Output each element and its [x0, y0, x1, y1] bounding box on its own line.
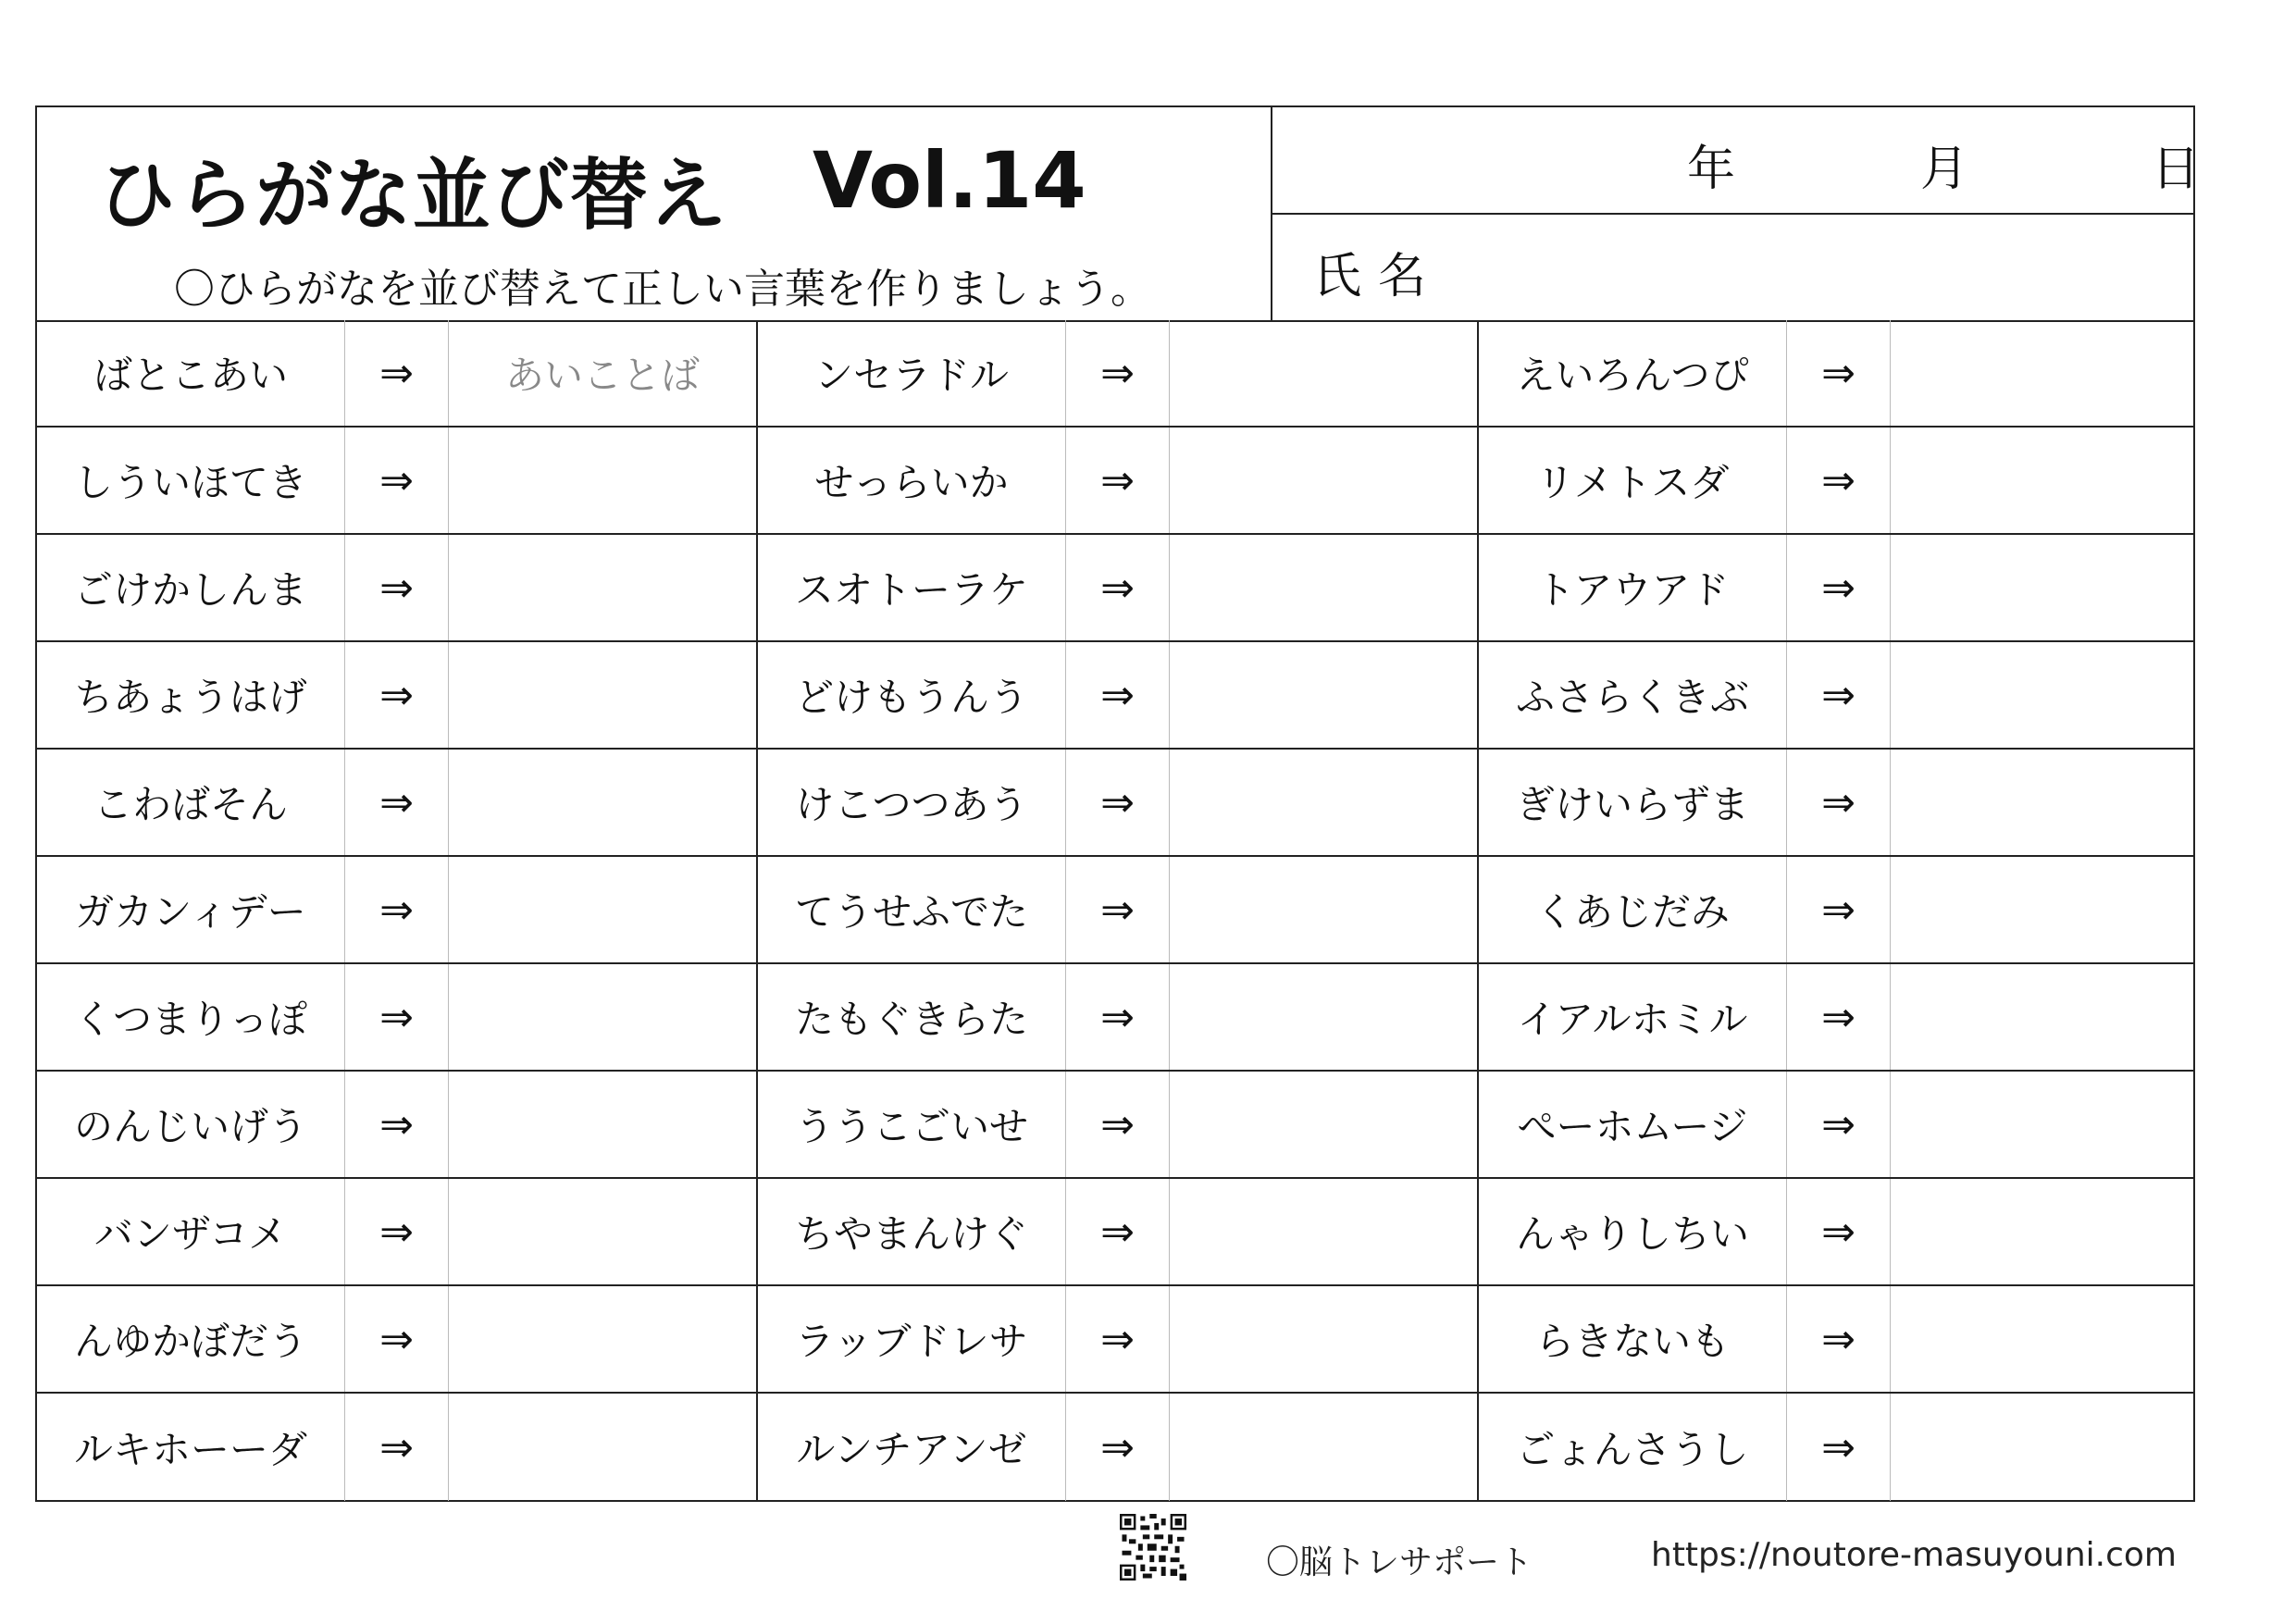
name-label: 氏名 [1313, 249, 1444, 304]
puzzle-row [1479, 964, 2195, 1072]
arrow-icon: ⇒ [1787, 428, 1891, 533]
scrambled-word: くあじだみ [1479, 857, 1787, 962]
scrambled-word: トアウアド [1479, 535, 1787, 640]
arrow-icon: ⇒ [1066, 750, 1170, 855]
puzzle-row [758, 1286, 1477, 1394]
scrambled-word: ふさらくきぶ [1479, 642, 1787, 748]
page-title: ひらがな並び替え [98, 150, 728, 241]
answer-field[interactable] [1170, 1394, 1477, 1501]
answer-field[interactable] [449, 857, 756, 962]
scrambled-word: ぺーホムージ [1479, 1072, 1787, 1177]
puzzle-row [1479, 535, 2195, 642]
arrow-icon: ⇒ [345, 964, 449, 1070]
puzzle-row [758, 857, 1477, 964]
arrow-icon: ⇒ [345, 1072, 449, 1177]
brand-name: 〇脳トレサポート [1266, 1543, 1533, 1581]
arrow-icon: ⇒ [1787, 857, 1891, 962]
arrow-icon: ⇒ [1787, 642, 1891, 748]
puzzle-column-1 [37, 320, 758, 1502]
answer-field[interactable] [1170, 857, 1477, 962]
puzzle-row [758, 642, 1477, 750]
puzzle-column-3 [1479, 320, 2195, 1502]
answer-field[interactable]: あいことば [504, 353, 700, 398]
answer-field[interactable] [449, 642, 756, 748]
arrow-icon: ⇒ [1066, 535, 1170, 640]
answer-field[interactable] [1891, 642, 2195, 748]
answer-field[interactable] [1891, 1179, 2195, 1284]
scrambled-word: んゃりしちい [1479, 1179, 1787, 1284]
instruction-text: 〇ひらがなを並び替えて正しい言葉を作りましょう。 [174, 266, 1151, 313]
scrambled-word: ンセラドル [758, 320, 1066, 426]
puzzle-row [37, 320, 756, 428]
answer-field[interactable] [449, 1286, 756, 1392]
scrambled-word: イアルホミル [1479, 964, 1787, 1070]
answer-field[interactable] [1891, 320, 2195, 426]
scrambled-word: らきないも [1479, 1286, 1787, 1392]
arrow-icon: ⇒ [1787, 750, 1891, 855]
title-area [37, 107, 1272, 320]
arrow-icon: ⇒ [345, 1286, 449, 1392]
puzzle-row [37, 1179, 756, 1286]
puzzle-row [37, 964, 756, 1072]
puzzle-row [1479, 857, 2195, 964]
scrambled-word: たもぐきらた [758, 964, 1066, 1070]
arrow-icon: ⇒ [1787, 964, 1891, 1070]
puzzle-row [37, 1072, 756, 1179]
scrambled-word: ぎけいらずま [1479, 750, 1787, 855]
site-url[interactable]: https://noutore-masuyouni.com [1651, 1536, 2177, 1574]
arrow-icon: ⇒ [1787, 320, 1891, 426]
scrambled-word: ルキホーーダ [37, 1394, 345, 1501]
worksheet [35, 105, 2201, 1502]
scrambled-word: バンザコメ [37, 1179, 345, 1284]
puzzle-row [758, 964, 1477, 1072]
arrow-icon: ⇒ [345, 750, 449, 855]
scrambled-word: ちあょうはげ [37, 642, 345, 748]
puzzle-row [758, 428, 1477, 535]
answer-field[interactable] [1891, 964, 2195, 1070]
scrambled-word: ガカンィデー [37, 857, 345, 962]
puzzle-row [1479, 1072, 2195, 1179]
arrow-icon: ⇒ [345, 1179, 449, 1284]
scrambled-word: こわばそん [37, 750, 345, 855]
arrow-icon: ⇒ [345, 642, 449, 748]
date-row [1272, 107, 2201, 215]
answer-field[interactable] [449, 1394, 756, 1501]
puzzle-row [1479, 1394, 2195, 1501]
arrow-icon: ⇒ [1066, 1394, 1170, 1501]
answer-field[interactable] [1170, 428, 1477, 533]
answer-field[interactable] [1170, 964, 1477, 1070]
puzzle-row [1479, 642, 2195, 750]
puzzle-row [37, 428, 756, 535]
arrow-icon: ⇒ [1066, 857, 1170, 962]
scrambled-word: ラッブドレサ [758, 1286, 1066, 1392]
arrow-icon: ⇒ [1066, 964, 1170, 1070]
scrambled-word: えいろんつぴ [1479, 320, 1787, 426]
month-label: 月 [1920, 142, 1969, 197]
scrambled-word: スオトーラケ [758, 535, 1066, 640]
puzzle-row [758, 1394, 1477, 1501]
qr-code-icon [1120, 1514, 1186, 1581]
arrow-icon: ⇒ [1066, 1179, 1170, 1284]
puzzle-row [37, 1394, 756, 1501]
arrow-icon: ⇒ [345, 320, 449, 426]
arrow-icon: ⇒ [1066, 1072, 1170, 1177]
scrambled-word: んゆかぼだう [37, 1286, 345, 1392]
answer-field[interactable] [1170, 750, 1477, 855]
answer-field[interactable] [1170, 320, 1477, 426]
puzzle-row [1479, 750, 2195, 857]
puzzle-row [1479, 1286, 2195, 1394]
scrambled-word: せっらいか [758, 428, 1066, 533]
puzzle-row [758, 535, 1477, 642]
puzzle-grid [37, 320, 2193, 1502]
arrow-icon: ⇒ [1066, 1286, 1170, 1392]
answer-field[interactable] [1170, 1286, 1477, 1392]
puzzle-row [758, 1072, 1477, 1179]
arrow-icon: ⇒ [1066, 428, 1170, 533]
name-row [1272, 215, 2193, 320]
scrambled-word: けこつつあう [758, 750, 1066, 855]
year-label: 年 [1687, 142, 1736, 197]
volume-label: Vol.14 [813, 135, 1086, 226]
arrow-icon: ⇒ [1787, 1179, 1891, 1284]
arrow-icon: ⇒ [1066, 642, 1170, 748]
scrambled-word: どけもうんう [758, 642, 1066, 748]
arrow-icon: ⇒ [1787, 1286, 1891, 1392]
puzzle-row [1479, 1179, 2195, 1286]
answer-field[interactable] [1170, 642, 1477, 748]
answer-field[interactable] [1891, 1072, 2195, 1177]
scrambled-word: ごょんさうし [1479, 1394, 1787, 1501]
puzzle-row [37, 857, 756, 964]
answer-field[interactable] [449, 1179, 756, 1284]
arrow-icon: ⇒ [1787, 1394, 1891, 1501]
arrow-icon: ⇒ [345, 857, 449, 962]
scrambled-word: ごけかしんま [37, 535, 345, 640]
answer-field[interactable] [449, 1072, 756, 1177]
answer-field[interactable] [449, 750, 756, 855]
answer-field[interactable] [449, 428, 756, 533]
puzzle-row [758, 320, 1477, 428]
scrambled-word: のんじいげう [37, 1072, 345, 1177]
answer-field[interactable] [449, 964, 756, 1070]
puzzle-row [1479, 428, 2195, 535]
scrambled-word: ちやまんけぐ [758, 1179, 1066, 1284]
scrambled-word: ううこごいせ [758, 1072, 1066, 1177]
arrow-icon: ⇒ [345, 428, 449, 533]
scrambled-word: くつまりっぽ [37, 964, 345, 1070]
puzzle-row [37, 642, 756, 750]
info-area [1272, 107, 2201, 320]
arrow-icon: ⇒ [1787, 1072, 1891, 1177]
scrambled-word: リメトスダ [1479, 428, 1787, 533]
puzzle-row [1479, 320, 2195, 428]
scrambled-word: ルンチアンゼ [758, 1394, 1066, 1501]
scrambled-word: てうせふでた [758, 857, 1066, 962]
day-label: 日 [2152, 142, 2201, 197]
puzzle-column-2 [758, 320, 1479, 1502]
arrow-icon: ⇒ [1787, 535, 1891, 640]
answer-field[interactable] [1170, 1072, 1477, 1177]
puzzle-row [758, 1179, 1477, 1286]
answer-field[interactable] [1891, 535, 2195, 640]
answer-field[interactable] [1891, 857, 2195, 962]
puzzle-row [37, 1286, 756, 1394]
puzzle-row [37, 535, 756, 642]
scrambled-word: しういほてき [37, 428, 345, 533]
worksheet-header [37, 107, 2201, 322]
answer-field[interactable] [1891, 1394, 2195, 1501]
answer-field[interactable] [449, 535, 756, 640]
scrambled-word: ばとこあい [37, 320, 345, 426]
answer-field[interactable] [1891, 750, 2195, 855]
arrow-icon: ⇒ [1066, 320, 1170, 426]
puzzle-row [37, 750, 756, 857]
arrow-icon: ⇒ [345, 535, 449, 640]
answer-field[interactable] [1891, 428, 2195, 533]
arrow-icon: ⇒ [345, 1394, 449, 1501]
answer-field[interactable] [1170, 535, 1477, 640]
answer-field[interactable] [1891, 1286, 2195, 1392]
answer-field[interactable] [1170, 1179, 1477, 1284]
puzzle-row [758, 750, 1477, 857]
